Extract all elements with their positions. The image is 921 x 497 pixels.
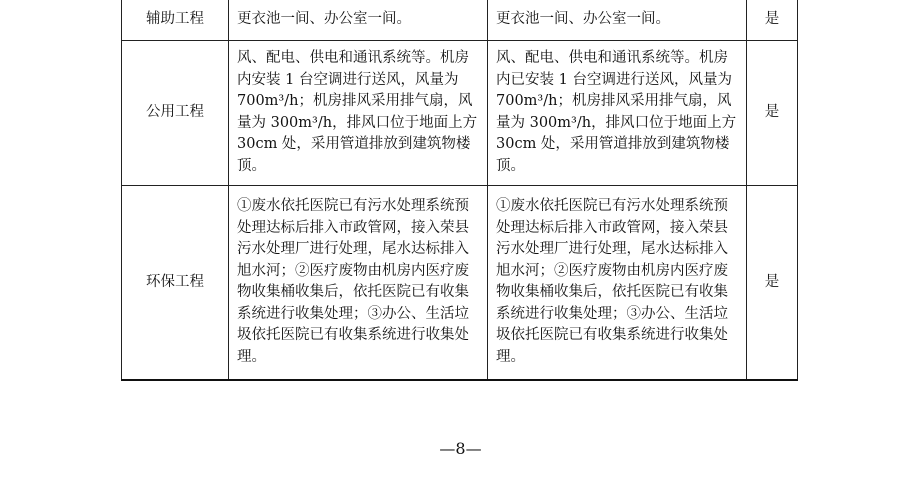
actual-content-cell: 更衣池一间、办公室一间。: [488, 0, 747, 40]
consistency-cell: 是: [747, 185, 798, 380]
table-row-utility: [122, 40, 798, 185]
table-row-environmental: [122, 185, 798, 380]
project-name-cell: 环保工程: [122, 185, 229, 380]
consistency-cell: 是: [747, 0, 798, 40]
actual-content-cell: 风、配电、供电和通讯系统等。机房内已安装 1 台空调进行送风，风量为 700m³/h；机房排风采用排气扇，风量为 300m³/h，排风口位于地面上方 30cm 处，采用管道排放到建筑物楼顶。: [488, 40, 747, 185]
planned-content-cell: 风、配电、供电和通讯系统等。机房内安装 1 台空调进行送风，风量为 700m³/h；机房排风采用排气扇，风量为 300m³/h，排风口位于地面上方 30cm 处，采用管道排放到建筑物楼顶。: [229, 40, 488, 185]
planned-content-cell: ①废水依托医院已有污水处理系统预处理达标后排入市政管网，接入荣县污水处理厂进行处理，尾水达标排入旭水河；②医疗废物由机房内医疗废物收集桶收集后，依托医院已有收集系统进行收集处理；③办公、生活垃圾依托医院已有收集系统进行收集处理。: [229, 185, 488, 380]
table-row-auxiliary: [122, 0, 798, 40]
planned-content-cell: 更衣池一间、办公室一间。: [229, 0, 488, 40]
page-number: —8—: [439, 439, 482, 458]
actual-content-cell: ①废水依托医院已有污水处理系统预处理达标后排入市政管网，接入荣县污水处理厂进行处理，尾水达标排入旭水河；②医疗废物由机房内医疗废物收集桶收集后，依托医院已有收集系统进行收集处理；③办公、生活垃圾依托医院已有收集系统进行收集处理。: [488, 185, 747, 380]
consistency-cell: 是: [747, 40, 798, 185]
project-name-cell: 公用工程: [122, 40, 229, 185]
project-name-cell: 辅助工程: [122, 0, 229, 40]
project-comparison-table: [121, 0, 798, 381]
